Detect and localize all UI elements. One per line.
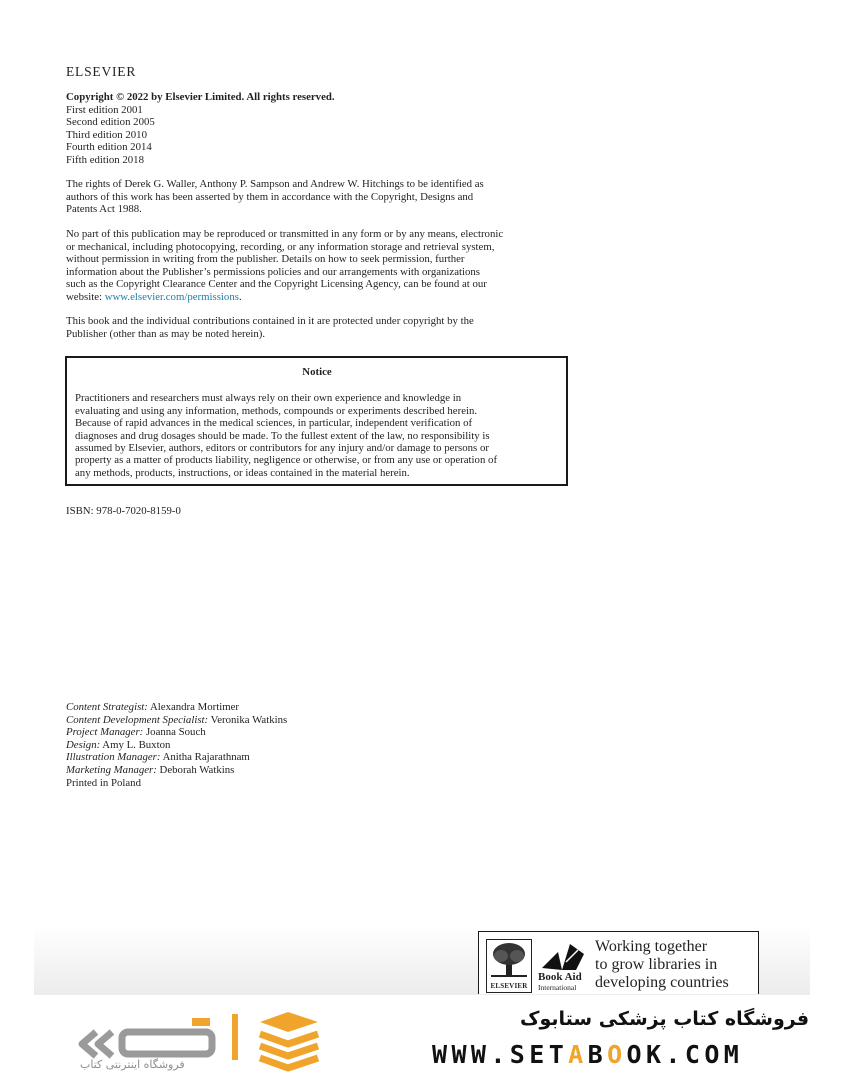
credit-person: Veronika Watkins (208, 713, 288, 726)
credit-person: Amy L. Buxton (100, 738, 171, 751)
text-line: or mechanical, including photocopying, recording, or any information storage and retrieval system, (66, 240, 495, 253)
credits-list (66, 701, 287, 789)
copyright-line: Copyright © 2022 by Elsevier Limited. All rights reserved. (66, 91, 335, 103)
credit-line (66, 764, 287, 777)
notice-line: assumed by Elsevier, authors, editors or contributors for any injury and/or damage to persons or (75, 442, 489, 455)
text-line: This book and the individual contributions contained in it are protected under copyright by the (66, 315, 474, 327)
text-line: such as the Copyright Clearance Center and the Copyright Licensing Agency, can be found at our (66, 278, 487, 291)
credit-line (66, 751, 287, 764)
text-line: Publisher (other than as may be noted herein). (66, 327, 266, 340)
text-line (66, 291, 566, 304)
credit-person: Anitha Rajarathnam (160, 751, 250, 764)
url-part: B (587, 1040, 608, 1069)
text-line: authors of this work has been asserted by them in accordance with the Copyright, Designs and (66, 190, 474, 203)
book-aid-slogan (595, 938, 729, 992)
notice-line: Practitioners and researchers must always rely on their own experience and knowledge in (75, 392, 462, 405)
book-aid-banner (478, 931, 759, 994)
copyright-block (66, 91, 566, 167)
credit-line (66, 701, 287, 714)
credit-role: Marketing Manager: (66, 763, 157, 776)
setabook-persian-title: فروشگاه کتاب پزشکی ستابوک (520, 1008, 810, 1030)
credit-person: Joanna Souch (143, 726, 206, 739)
rights-paragraph (66, 178, 566, 216)
text-line: without permission in writing from the publisher. Details on how to seek permission, further (66, 253, 465, 266)
notice-line: diagnoses and drug dosages should be made. To the fullest extent of the law, no responsibility is (75, 429, 490, 442)
protection-paragraph (66, 315, 566, 340)
text-line: The rights of Derek G. Waller, Anthony P. Sampson and Andrew W. Hitchings to be identified as (66, 178, 484, 190)
permissions-link[interactable]: www.elsevier.com/permissions (104, 290, 239, 303)
setabook-url[interactable] (432, 1040, 743, 1069)
edition-line: Third edition 2010 (66, 128, 147, 141)
url-part: WWW.SET (432, 1040, 569, 1069)
edition-line: Second edition 2005 (66, 116, 155, 129)
elsevier-tree-icon (487, 940, 531, 980)
credit-person: Alexandra Mortimer (147, 701, 240, 713)
notice-line: any methods, products, instructions, or ideas contained in the material herein. (75, 466, 410, 479)
credit-person: Deborah Watkins (156, 763, 235, 776)
publisher-name: ELSEVIER (66, 64, 137, 79)
credit-role: Content Development Specialist: (66, 713, 209, 726)
credit-role: Project Manager: (66, 726, 144, 739)
notice-box (65, 356, 568, 486)
setabook-logo-subtitle: فروشگاه اینترنتی کتاب (80, 1058, 185, 1071)
website-suffix: . (238, 290, 242, 303)
elsevier-logo-label: ELSEVIER (490, 982, 528, 990)
permission-paragraph (66, 228, 566, 304)
edition-line: Fourth edition 2014 (66, 141, 152, 154)
book-aid-subname: International (538, 983, 577, 992)
credit-line (66, 739, 287, 752)
slogan-line: developing countries (595, 974, 729, 991)
url-highlight: O (607, 1040, 627, 1069)
edition-line: First edition 2001 (66, 103, 143, 116)
elsevier-tree-logo (486, 939, 532, 993)
printed-in: Printed in Poland (66, 776, 141, 789)
credit-role: Content Strategist: (66, 701, 148, 713)
slogan-line: Working together (595, 938, 708, 955)
isbn: ISBN: 978-0-7020-8159-0 (66, 505, 181, 517)
url-part: OK.COM (626, 1040, 744, 1069)
credit-line (66, 714, 287, 727)
edition-line: Fifth edition 2018 (66, 153, 144, 166)
website-prefix: website: (66, 290, 105, 303)
url-highlight: A (568, 1040, 588, 1069)
notice-line: evaluating and using any information, methods, compounds or experiments described herein. (75, 404, 478, 417)
text-line: Patents Act 1988. (66, 203, 142, 216)
notice-line: Because of rapid advances in the medical sciences, in particular, independent verification of (75, 417, 473, 430)
credit-line (66, 726, 287, 739)
text-line: No part of this publication may be reproduced or transmitted in any form or by any means, electronic (66, 228, 504, 240)
slogan-line: to grow libraries in (595, 956, 718, 973)
text-line: information about the Publisher’s permissions policies and our arrangements with organizations (66, 265, 481, 278)
credit-role: Design: (66, 738, 101, 751)
notice-title: Notice (302, 366, 332, 378)
book-aid-name: Book Aid (538, 971, 582, 983)
notice-line: property as a matter of products liability, negligence or otherwise, or from any use or operation of (75, 454, 498, 467)
credit-role: Illustration Manager: (66, 751, 161, 764)
